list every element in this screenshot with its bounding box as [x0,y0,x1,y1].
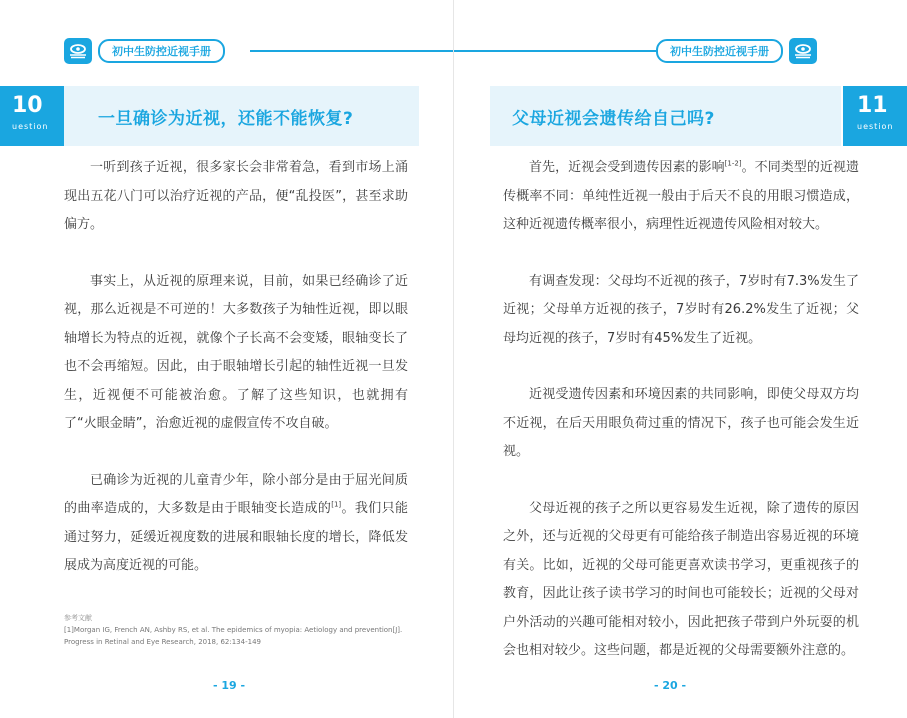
paragraph-text: 有调查发现：父母均不近视的孩子，7岁时有7.3%发生了近视；父母单方近视的孩子，7岁时有26.2%发生了近视；父母均近视的孩子，7岁时有45%发生了近视。 [503,273,859,346]
left-page [0,0,453,718]
header-label: 初中生防控近视手册 [656,39,783,63]
paragraph-text: 。不同类型的近视遗传概率不同：单纯性近视一般由于后天不良的用眼习惯造成，这种近视遗传概率很小，病理性近视遗传风险相对较大。 [503,160,859,232]
question-title-band [490,86,841,146]
paragraph [503,268,859,354]
paragraph-text: 首先，近视会受到遗传因素的影响 [529,160,725,175]
references [64,612,414,648]
body-text [64,154,408,609]
paragraph-text: 事实上，从近视的原理来说，目前，如果已经确诊了近视，那么近视是不可逆的！大多数孩子为轴性近视，即以眼轴增长为特点的近视，就像个子长高不会变矮，眼轴变长了也不会再缩短。因此，由于眼轴增长引起的轴性近视一旦发生，近视便不可能被治愈。了解了这些知识，也就拥有了“火眼金睛”，治愈近视的虚假宣传不攻自破。 [64,273,408,431]
question-number-block [843,86,907,146]
paragraph [503,381,859,467]
question-number: 11 [857,93,888,118]
citation: [1-2] [724,159,742,168]
book-eye-icon [64,38,92,64]
reference-item: [1]Morgan IG, French AN, Ashby RS, et al. The epidemics of myopia: Aetiology and prevention[J]. Progress in Retinal and Eye Research, 2018, 62:134-149 [64,626,403,646]
right-page [454,0,907,718]
paragraph [503,154,859,240]
paragraph-text: 已确诊为近视的儿童青少年，除小部分是由于屈光间质的曲率造成的，大多数是由于眼轴变长造成的 [64,472,408,516]
paragraph [503,495,859,666]
question-title: 一旦确诊为近视，还能不能恢复? [98,109,354,129]
question-number: 10 [12,93,43,118]
page-number: - 19 - [213,679,246,692]
paragraph-text: 。我们只能通过努力，延缓近视度数的进展和眼轴长度的增长，降低发展成为高度近视的可能。 [64,501,408,573]
paragraph-text: 父母近视的孩子之所以更容易发生近视，除了遗传的原因之外，还与近视的父母更有可能给孩子制造出容易近视的环境有关。比如，近视的父母可能更喜欢读书学习，更重视孩子的教育，因此让孩子读书学习的时间也可能较长；近视的父母对户外活动的兴趣可能相对较小，因此把孩子带到户外玩耍的机会也相对较少。这些问题，都是近视的父母需要额外注意的。 [503,500,859,658]
header-badge [64,38,225,64]
question-title: 父母近视会遗传给自己吗? [512,109,715,129]
citation: [1] [331,500,342,509]
header-badge [656,38,817,64]
paragraph-text: 近视受遗传因素和环境因素的共同影响，即使父母双方均不近视，在后天用眼负荷过重的情况下，孩子也可能会发生近视。 [503,387,859,459]
question-title-band [64,86,419,146]
question-word: uestion [12,122,49,131]
paragraph-text: 一听到孩子近视，很多家长会非常着急，看到市场上涌现出五花八门可以治疗近视的产品，便“乱投医”，甚至求助偏方。 [64,160,408,232]
paragraph [64,154,408,240]
body-text [503,154,859,694]
header-rule [250,50,453,52]
references-heading: 参考文献 [64,614,92,622]
paragraph [64,467,408,581]
paragraph [64,268,408,439]
question-word: uestion [857,122,894,131]
question-number-block [0,86,64,146]
book-eye-icon [789,38,817,64]
page-number: - 20 - [654,679,687,692]
header-label: 初中生防控近视手册 [98,39,225,63]
